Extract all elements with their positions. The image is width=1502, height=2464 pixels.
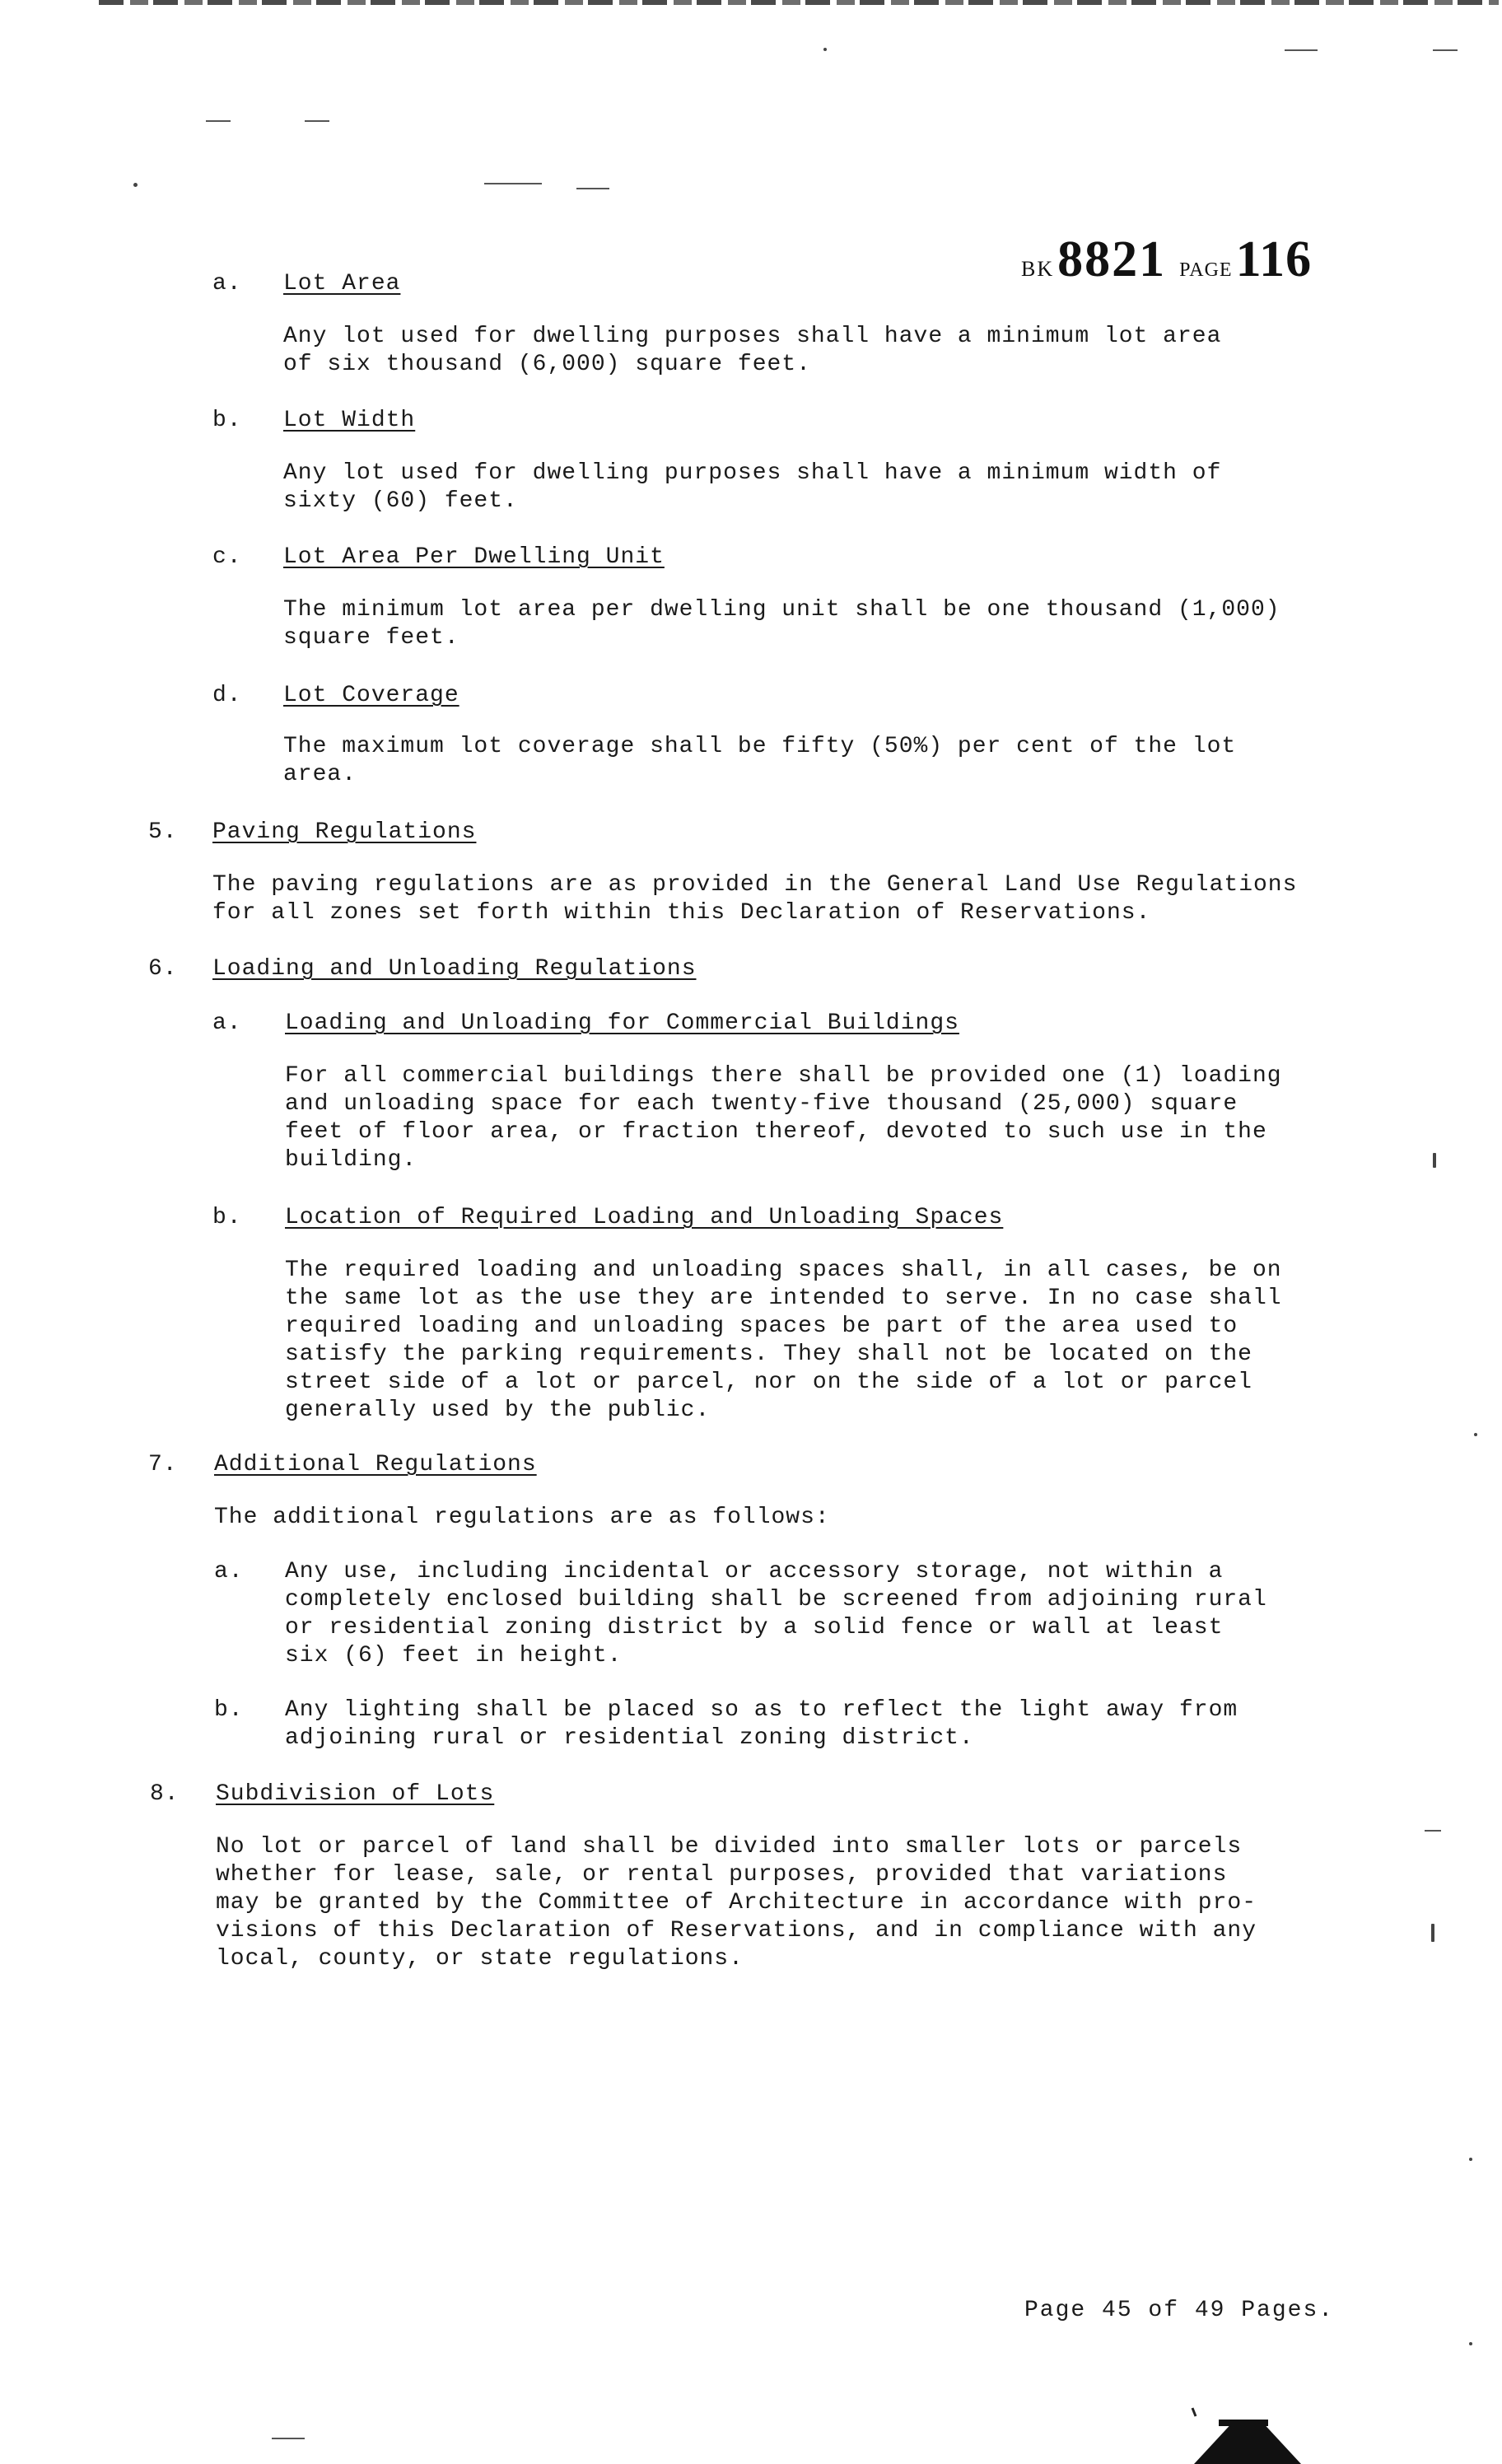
lot-area-text: Any lot used for dwelling purposes shall have a minimum lot area of six thousand (6,000) square feet. [283,324,1222,377]
item-letter: a. [212,1010,242,1036]
scan-artifact [206,120,231,122]
item-letter: b. [212,408,242,433]
loading-location-text: The required loading and unloading spaces shall, in all cases, be on the same lot as the use they are intended to serve. In no case shall required loading and unloading spaces be part of the area used to satisfy the parking requirements. They shall not be located on the street side of a lot or parcel, nor on the side of a lot or parcel generally used by the public. [285,1258,1282,1423]
loading-location-heading: Location of Required Loading and Unloading Spaces [285,1205,1004,1230]
lot-coverage-heading: Lot Coverage [283,683,459,708]
lot-area-per-unit-heading: Lot Area Per Dwelling Unit [283,544,665,570]
book-page-reference [1021,231,1312,289]
page-prefix: PAGE [1179,259,1233,281]
section-number: 5. [148,819,178,845]
item-letter: a. [214,1559,244,1584]
book-prefix: BK [1021,257,1055,281]
scan-speck [1431,1924,1434,1942]
lot-coverage-text: The maximum lot coverage shall be fifty (50%) per cent of the lot area. [283,734,1237,787]
subdivision-heading: Subdivision of Lots [216,1781,495,1807]
scan-speck [1469,2158,1472,2161]
paving-heading: Paving Regulations [212,819,477,845]
additional-item-a-text: Any use, including incidental or accessory storage, not within a completely enclosed building shall be screened from adjoining rural or residential zoning district by a solid fence or wall at least six (6) feet in height. [285,1559,1267,1668]
scan-edge-artifact [99,0,1499,5]
lot-area-per-unit-text: The minimum lot area per dwelling unit shall be one thousand (1,000) square feet. [283,597,1280,651]
filing-mark-icon [1186,2405,1301,2464]
scan-speck [1474,1433,1477,1436]
loading-commercial-text: For all commercial buildings there shall be provided one (1) loading and unloading space for each twenty-five thousand (25,000) square feet of floor area, or fraction thereof, devoted to such use in the building. [285,1063,1282,1173]
scan-artifact [484,183,542,184]
item-letter: d. [212,683,242,708]
additional-item-b-text: Any lighting shall be placed so as to reflect the light away from adjoining rural or residential zoning district. [285,1697,1238,1751]
loading-heading: Loading and Unloading Regulations [212,956,697,982]
section-number: 6. [148,956,178,982]
scan-speck [823,48,827,51]
item-letter: c. [212,544,242,570]
scan-artifact [576,188,609,189]
book-number: 8821 [1057,231,1167,287]
lot-width-text: Any lot used for dwelling purposes shall have a minimum width of sixty (60) feet. [283,460,1222,514]
section-number: 7. [148,1452,178,1477]
scan-artifact [1425,1830,1441,1832]
lot-area-heading: Lot Area [283,271,401,296]
paving-text: The paving regulations are as provided in the General Land Use Regulations for all zones set forth within this Declaration of Reservations. [212,872,1298,926]
item-letter: b. [214,1697,244,1723]
section-number: 8. [150,1781,180,1807]
page-number: 116 [1235,231,1313,287]
scan-speck [1469,2342,1472,2345]
scan-artifact [1433,49,1458,51]
item-letter: a. [212,271,242,296]
page-count: Page 45 of 49 Pages. [1024,2298,1335,2323]
additional-heading: Additional Regulations [214,1452,537,1477]
scan-speck [1433,1153,1436,1168]
loading-commercial-heading: Loading and Unloading for Commercial Buildings [285,1010,959,1036]
additional-intro: The additional regulations are as follows: [214,1505,830,1530]
scan-artifact [272,2438,305,2439]
scan-speck [133,183,138,187]
scan-artifact [1285,49,1318,51]
scan-artifact [305,120,329,122]
item-letter: b. [212,1205,242,1230]
subdivision-text: No lot or parcel of land shall be divided into smaller lots or parcels whether for lease, sale, or rental purposes, provided that variations may be granted by the Committee of Architecture in accordance with pro- visions of this Declaration of Reservations, and in compliance with any local, county, or state regulations. [216,1834,1257,1972]
lot-width-heading: Lot Width [283,408,416,433]
